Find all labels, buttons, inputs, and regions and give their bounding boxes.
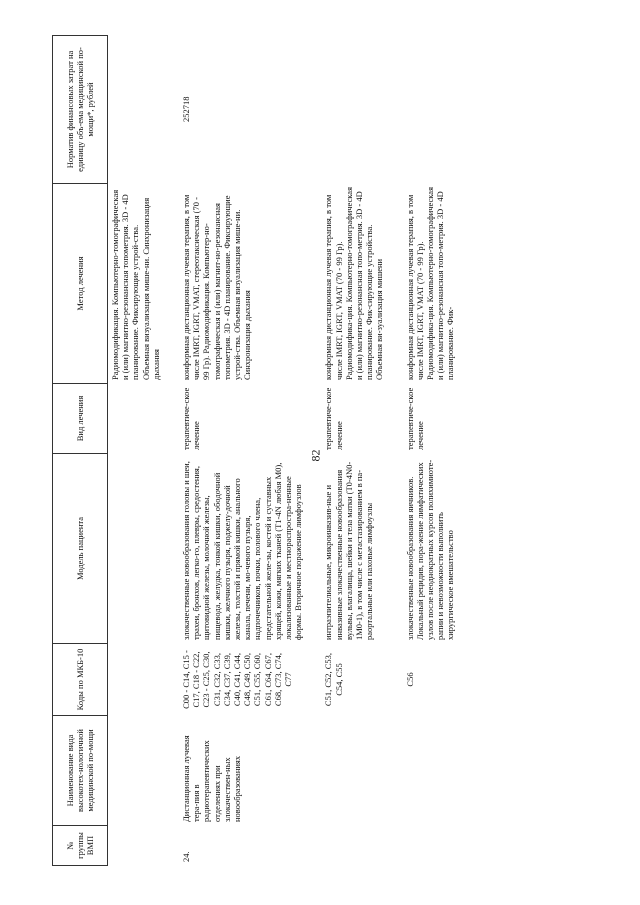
group-cell (403, 826, 458, 866)
method-cell: конформная дистанционная лучевая терапия, в том числе IMRT, IGRT, VMAT, стереотаксическая (70 - 99 Гр). Радиомодификация. Компьютер-но-томографическая и (или) магнит-но-резонансная топометрия. 3D - 4D планирование. Фиксирующие устрой-ства. Объемная визуализация мише-ни. Синхронизация дыхания (181, 194, 253, 380)
table-row (179, 36, 305, 866)
method-cell: Радиомодификация. Компьютерно-томографическая и (или) магнитно-резонансная топометрия. 3D - 4D планирование. Фиксирующие устрой-ства. Объемная визуализация мише-ни. Синхронизация дыхания (110, 189, 161, 380)
type-cell: терапевтиче-ское лечение (404, 387, 425, 450)
group-cell (321, 826, 386, 866)
table-row (108, 36, 164, 866)
page-number: 82 (308, 449, 323, 462)
table-row (403, 36, 458, 866)
header-method: Метод лечения (53, 184, 108, 384)
header-type: Вид лечения (53, 384, 108, 454)
type-cell: терапевтиче-ское лечение (323, 387, 344, 450)
codes-cell: C51, C52, C53, C54, C55 (323, 652, 344, 707)
model-cell: злокачественные новообразования головы и шеи, трахеи, бронхов, легко-го, плевры, средостения, щитовидной железы, молочной железы, пищевода, желудка, тонкой кишки, ободочной кишки, желчного пузыря, поджелу-дочной железы, толстой и прямой кишки, анального канала, печени, мо-чевого пузыря, надпочечников, почки, полового члена, предстательной желе-зы, костей и суставных хрящей, кожи, мягких тканей (T1-4N любая M0), локализованные и местнораспростра-ненные формы. Вторичное поражение лимфоузлов (181, 461, 304, 640)
header-group: № группы ВМП (53, 826, 108, 866)
type-cell: терапевтиче-ское лечение (181, 387, 202, 450)
codes-cell: C00 - C14, C15 - C17, C18 - C22, C23 - C25, C30, C31, C32, C33, C34, C37, C39, C40, C41, C44, C48, C49, C50, C51, C55, C60, C61, C64, C67, C68, C73, C74, C77 (181, 650, 294, 709)
norm-cell (403, 36, 458, 184)
table-header-row (53, 36, 108, 866)
codes-cell: C56 (404, 672, 415, 687)
norm-cell (321, 36, 386, 184)
model-cell: интраэпителиальные, микроинвазив-ные и инвазивные злокачественные новообразования вульвы, влагалища, шейки и тела матки (T0-4N0-1M0-1), в том числе с метастазированием в па-раортальные или паховые лимфоузлы (323, 461, 375, 640)
group-cell: 24. (181, 851, 192, 862)
vmp-table (52, 35, 458, 866)
method-cell: конформная дистанционная лучевая терапия, в том числе IMRT, IGRT, VMAT (70 - 99 Гр). Радиомодифика-ция. Компьютерно-томографическая и (или) магнитно-резонансная топо-метрия. 3D - 4D планирование. Фик- (404, 187, 456, 380)
rotated-page (52, 36, 592, 866)
header-codes: Коды по МКБ-10 (53, 644, 108, 716)
model-cell: злокачественные новообразования яичников. Локальный рецидив, пора-жение лимфатических узлов после неоднократных курсов полихимиоте-рапии и невозможности выполнить хирургическое вмешательство (404, 459, 456, 640)
name-cell (403, 716, 458, 826)
header-norm: Норматив финансовых затрат на единицу объ-ема медицинской по-мощи*, рублей (53, 36, 108, 184)
norm-cell: 252718 (181, 96, 192, 122)
method-cell: конформная дистанционная лучевая терапия, в том числе IMRT, IGRT, VMAT (70 - 99 Гр). Радиомодифика-ция. Компьютерно-томографическая и (или) магнитно-резонансная топо-метрия. 3D - 4D планирование. Фик-сирующие устройства. Объемная ви-зуализация мишени (323, 187, 385, 380)
header-name: Наименование вида высокотех-нологичной медицинской по-мощи (53, 716, 108, 826)
header-model: Модель пациента (53, 454, 108, 644)
name-cell: Дистанционная лучевая тера-пия в радиотерапевтических отделениях при злокачествен-ных новообразованиях (181, 735, 243, 822)
table-row (321, 36, 386, 866)
name-cell (321, 716, 386, 826)
